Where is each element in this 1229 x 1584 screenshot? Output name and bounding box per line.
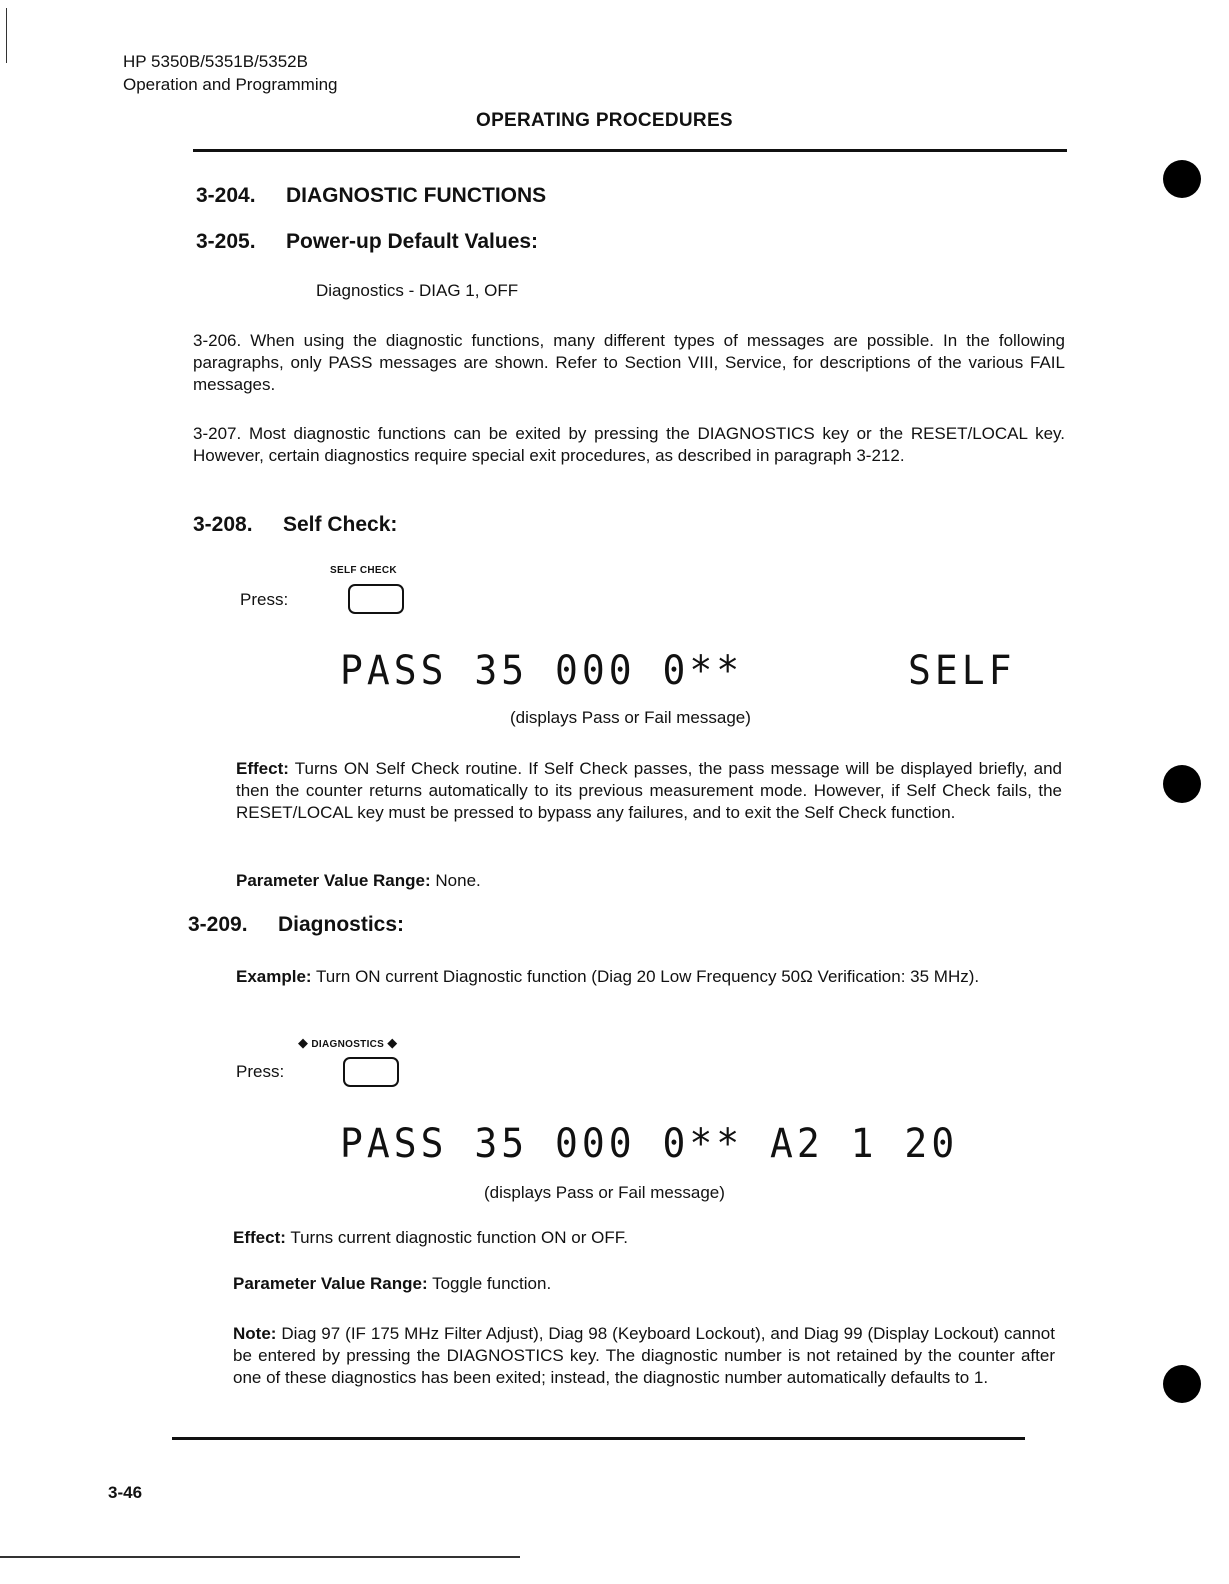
scan-edge-line	[0, 1556, 520, 1558]
page-number: 3-46	[108, 1483, 143, 1502]
diagnostics-note: Note: Diag 97 (IF 175 MHz Filter Adjust), Diag 98 (Keyboard Lockout), and Diag 99 (Display Lockout) cannot be entered by pressing the DIAGNOSTICS key. The diagnostic number is not retained by the counter after one of these diagnostics has been exited; instead, the diagnostic number automatically defaults to 1.	[233, 1324, 1055, 1387]
display-self-label: SELF	[908, 647, 1016, 694]
right-arrow-icon: ◆	[387, 1035, 398, 1050]
paragraph-3-207: 3-207. Most diagnostic functions can be exited by pressing the DIAGNOSTICS key or the RESET/LOCAL key. However, certain diagnostics require special exit procedures, as described in paragraph 3-212.	[193, 424, 1065, 465]
heading-3-208: 3-208. Self Check:	[193, 513, 398, 536]
binder-hole	[1163, 160, 1201, 198]
display-caption: (displays Pass or Fail message)	[484, 1183, 725, 1202]
press-label: Press:	[236, 1062, 285, 1081]
heading-3-204: 3-204. DIAGNOSTIC FUNCTIONS	[196, 184, 547, 207]
diagnostics-range: Parameter Value Range: Toggle function.	[233, 1274, 552, 1293]
display-diagnostics: PASS 35 000 0** A2 1 20	[340, 1120, 959, 1167]
bottom-rule	[172, 1437, 1025, 1440]
display-caption: (displays Pass or Fail message)	[510, 708, 751, 727]
left-arrow-icon: ◆	[298, 1035, 309, 1050]
default-values: Diagnostics - DIAG 1, OFF	[316, 281, 519, 300]
header-model: HP 5350B/5351B/5352B	[123, 52, 308, 71]
page-title: OPERATING PROCEDURES	[476, 110, 733, 131]
header-section: Operation and Programming	[123, 75, 338, 94]
heading-3-209: 3-209. Diagnostics:	[188, 913, 405, 936]
binder-hole	[1163, 765, 1201, 803]
diagnostics-key-label: ◆ DIAGNOSTICS ◆	[298, 1035, 398, 1050]
display-self-check: PASS 35 000 0**	[340, 647, 744, 694]
press-label: Press:	[240, 590, 289, 609]
self-check-effect: Effect: Turns ON Self Check routine. If Self Check passes, the pass message will be displayed briefly, and then the counter returns automatically to its previous measurement mode. However, if Self Check fails, the RESET/LOCAL key must be pressed to bypass any failures, and to exit the Self Check function.	[236, 759, 1062, 822]
self-check-key[interactable]	[348, 584, 404, 614]
self-check-key-label: SELF CHECK	[330, 565, 397, 576]
binder-hole	[1163, 1365, 1201, 1403]
diagnostics-effect: Effect: Turns current diagnostic function ON or OFF.	[233, 1228, 628, 1247]
diagnostics-example: Example: Turn ON current Diagnostic function (Diag 20 Low Frequency 50Ω Verification: 35 MHz).	[236, 967, 980, 986]
self-check-range: Parameter Value Range: None.	[236, 871, 481, 890]
heading-3-205: 3-205. Power-up Default Values:	[196, 230, 539, 253]
paragraph-3-206: 3-206. When using the diagnostic functions, many different types of messages are possible. In the following paragraphs, only PASS messages are shown. Refer to Section VIII, Service, for descriptions of the various FAIL messages.	[193, 331, 1065, 394]
top-rule	[193, 149, 1067, 152]
margin-line	[6, 8, 7, 63]
diagnostics-key[interactable]	[343, 1057, 399, 1087]
